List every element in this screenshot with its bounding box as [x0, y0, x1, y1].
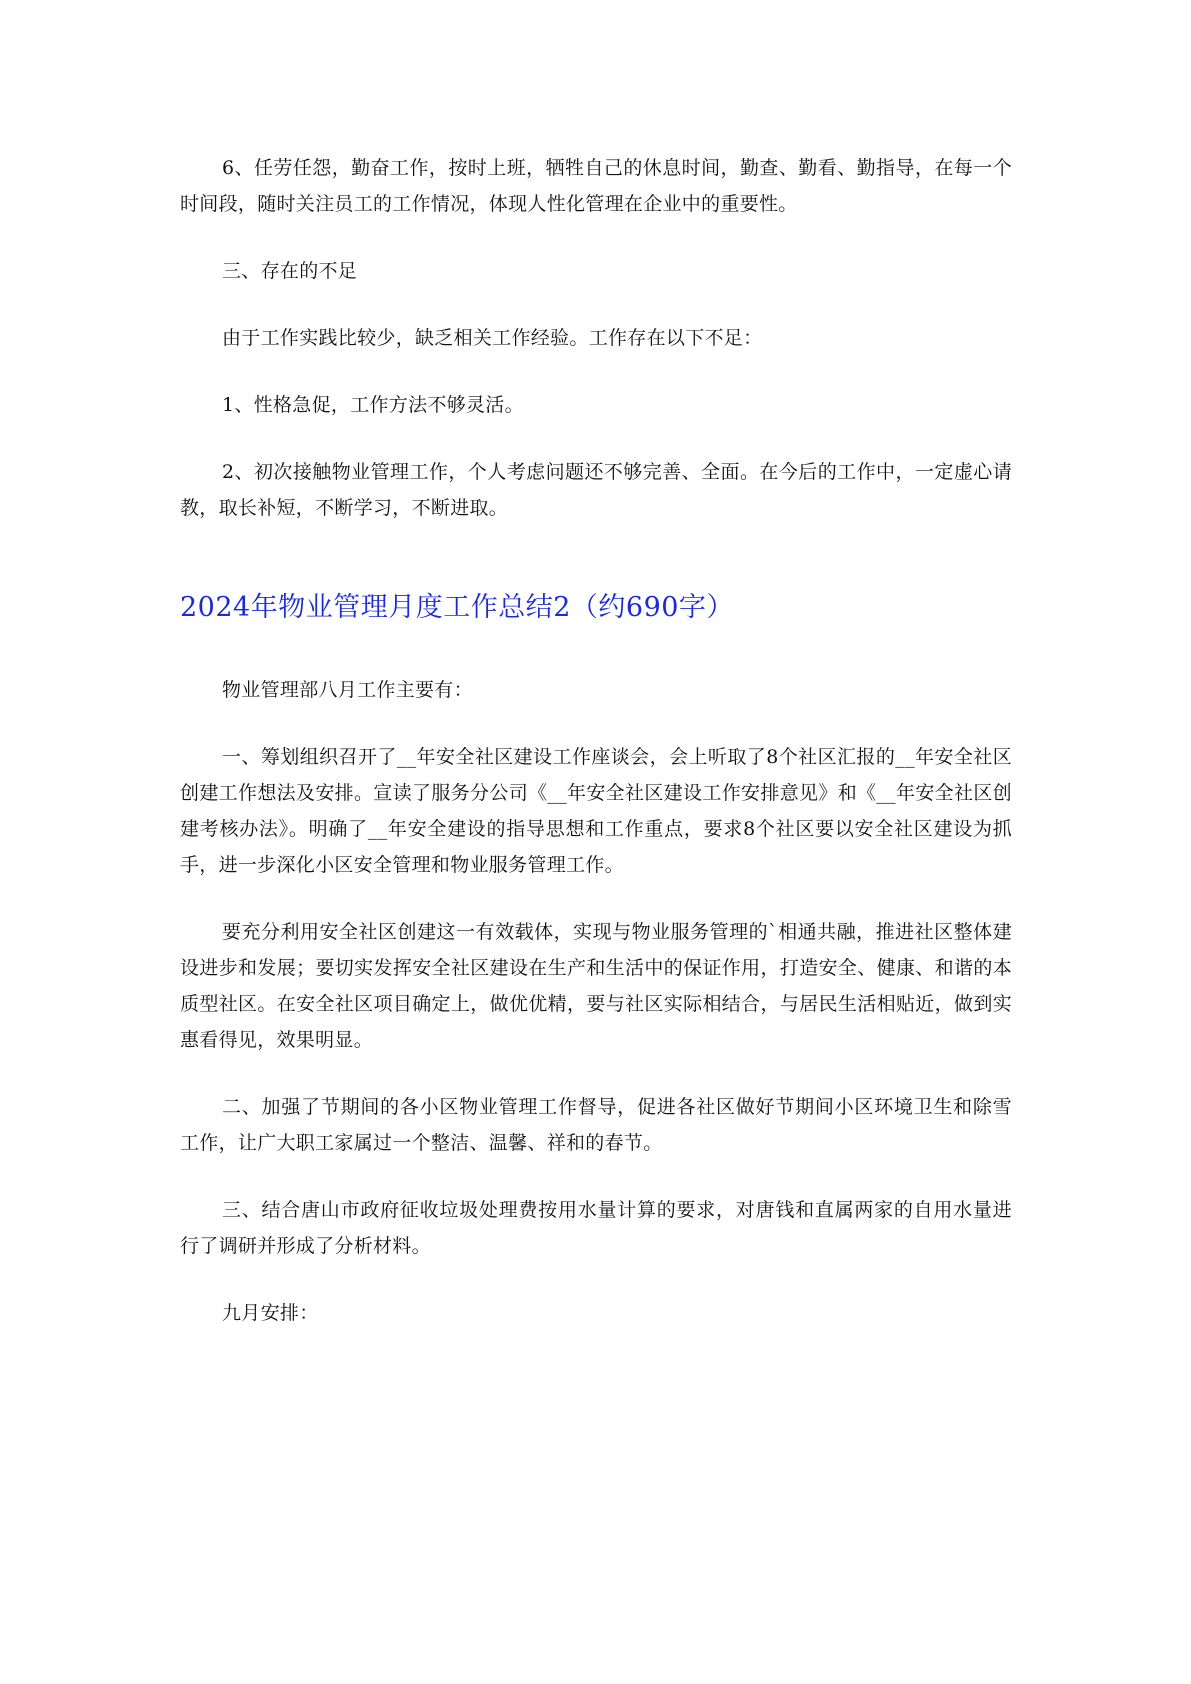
paragraph-shortfall-1: 1、性格急促，工作方法不够灵活。: [222, 394, 524, 416]
paragraph-shortfall-intro: 由于工作实践比较少，缺乏相关工作经验。工作存在以下不足：: [222, 327, 763, 349]
paragraph-september-intro: 九月安排：: [222, 1302, 319, 1324]
paragraph-item-3: 三、结合唐山市政府征收垃圾处理费按用水量计算的要求，对唐钱和直属两家的自用水量进行了调研并形成了分析材料。: [180, 1199, 1012, 1257]
section-heading: 2024年物业管理月度工作总结2（约690字）: [180, 592, 734, 623]
document-body: [180, 150, 1012, 1331]
section-title-shortfalls: 三、存在的不足: [222, 260, 358, 282]
paragraph-item-1-continued: 要充分利用安全社区创建这一有效载体，实现与物业服务管理的`相通共融，推进社区整体建设进步和发展；要切实发挥安全社区建设在生产和生活中的保证作用，打造安全、健康、和谐的本质型社区。在安全社区项目确定上，做优优精，要与社区实际相结合，与居民生活相贴近，做到实惠看得见，效果明显。: [180, 921, 1012, 1051]
paragraph-item-2: 二、加强了节期间的各小区物业管理工作督导，促进各社区做好节期间小区环境卫生和除雪工作，让广大职工家属过一个整洁、温馨、祥和的春节。: [180, 1096, 1012, 1154]
paragraph-item-1: 一、筹划组织召开了__年安全社区建设工作座谈会，会上听取了8个社区汇报的__年安全社区创建工作想法及安排。宣读了服务分公司《__年安全社区建设工作安排意见》和《__年安全社区创建考核办法》。明确了__年安全建设的指导思想和工作重点，要求8个社区要以安全社区建设为抓手，进一步深化小区安全管理和物业服务管理工作。: [180, 746, 1012, 876]
paragraph-shortfall-2: 2、初次接触物业管理工作，个人考虑问题还不够完善、全面。在今后的工作中，一定虚心请教，取长补短，不断学习，不断进取。: [180, 461, 1012, 519]
paragraph-item-6: 6、任劳任怨，勤奋工作，按时上班，牺牲自己的休息时间，勤查、勤看、勤指导，在每一个时间段，随时关注员工的工作情况，体现人性化管理在企业中的重要性。: [180, 157, 1012, 215]
paragraph-august-intro: 物业管理部八月工作主要有：: [222, 679, 473, 701]
